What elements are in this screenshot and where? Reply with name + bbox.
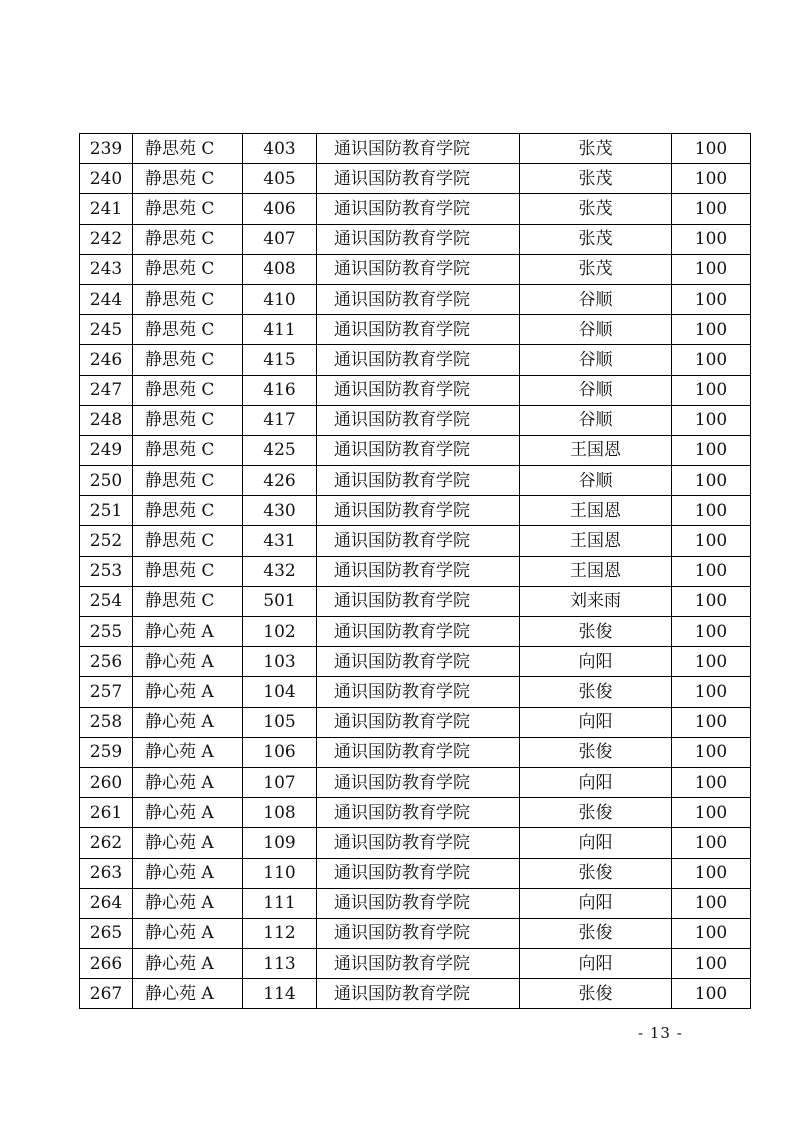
building-cell: 静心苑 A <box>133 798 243 828</box>
building-cell: 静心苑 A <box>133 828 243 858</box>
room-cell: 113 <box>243 949 317 979</box>
college-cell: 通识国防教育学院 <box>317 375 520 405</box>
table-row <box>80 284 751 314</box>
table-row <box>80 617 751 647</box>
building-cell: 静思苑 C <box>133 375 243 405</box>
college-cell: 通识国防教育学院 <box>317 828 520 858</box>
table-row <box>80 707 751 737</box>
table-row <box>80 375 751 405</box>
inspector-cell: 张茂 <box>520 254 672 284</box>
dormitory-score-table <box>79 133 751 1009</box>
college-cell: 通识国防教育学院 <box>317 858 520 888</box>
table-row <box>80 224 751 254</box>
inspector-cell: 谷顺 <box>520 405 672 435</box>
room-cell: 105 <box>243 707 317 737</box>
building-cell: 静心苑 A <box>133 707 243 737</box>
college-cell: 通识国防教育学院 <box>317 949 520 979</box>
room-cell: 425 <box>243 435 317 465</box>
table-row <box>80 556 751 586</box>
room-cell: 102 <box>243 617 317 647</box>
building-cell: 静心苑 A <box>133 949 243 979</box>
table-row <box>80 677 751 707</box>
score-cell: 100 <box>672 737 751 767</box>
college-cell: 通识国防教育学院 <box>317 405 520 435</box>
building-cell: 静心苑 A <box>133 647 243 677</box>
room-cell: 110 <box>243 858 317 888</box>
building-cell: 静思苑 C <box>133 284 243 314</box>
row-number-cell: 240 <box>80 164 133 194</box>
table-row <box>80 767 751 797</box>
inspector-cell: 张俊 <box>520 798 672 828</box>
inspector-cell: 王国恩 <box>520 435 672 465</box>
page-number: - 13 - <box>638 1024 683 1042</box>
college-cell: 通识国防教育学院 <box>317 345 520 375</box>
building-cell: 静心苑 A <box>133 858 243 888</box>
inspector-cell: 向阳 <box>520 767 672 797</box>
row-number-cell: 267 <box>80 979 133 1009</box>
table-row <box>80 315 751 345</box>
building-cell: 静心苑 A <box>133 888 243 918</box>
score-cell: 100 <box>672 556 751 586</box>
inspector-cell: 向阳 <box>520 707 672 737</box>
row-number-cell: 253 <box>80 556 133 586</box>
inspector-cell: 向阳 <box>520 949 672 979</box>
room-cell: 430 <box>243 496 317 526</box>
building-cell: 静思苑 C <box>133 405 243 435</box>
building-cell: 静心苑 A <box>133 979 243 1009</box>
score-cell: 100 <box>672 647 751 677</box>
building-cell: 静思苑 C <box>133 496 243 526</box>
table-row <box>80 405 751 435</box>
score-cell: 100 <box>672 164 751 194</box>
row-number-cell: 260 <box>80 767 133 797</box>
college-cell: 通识国防教育学院 <box>317 435 520 465</box>
inspector-cell: 张俊 <box>520 858 672 888</box>
score-cell: 100 <box>672 949 751 979</box>
table-body <box>80 134 751 1009</box>
row-number-cell: 248 <box>80 405 133 435</box>
score-cell: 100 <box>672 617 751 647</box>
inspector-cell: 谷顺 <box>520 466 672 496</box>
row-number-cell: 246 <box>80 345 133 375</box>
inspector-cell: 王国恩 <box>520 556 672 586</box>
table-row <box>80 586 751 616</box>
building-cell: 静思苑 C <box>133 254 243 284</box>
inspector-cell: 王国恩 <box>520 526 672 556</box>
building-cell: 静思苑 C <box>133 164 243 194</box>
inspector-cell: 刘来雨 <box>520 586 672 616</box>
row-number-cell: 256 <box>80 647 133 677</box>
score-cell: 100 <box>672 315 751 345</box>
inspector-cell: 张茂 <box>520 224 672 254</box>
inspector-cell: 张茂 <box>520 164 672 194</box>
college-cell: 通识国防教育学院 <box>317 466 520 496</box>
row-number-cell: 259 <box>80 737 133 767</box>
score-cell: 100 <box>672 677 751 707</box>
row-number-cell: 266 <box>80 949 133 979</box>
room-cell: 107 <box>243 767 317 797</box>
score-cell: 100 <box>672 918 751 948</box>
row-number-cell: 245 <box>80 315 133 345</box>
college-cell: 通识国防教育学院 <box>317 677 520 707</box>
building-cell: 静思苑 C <box>133 435 243 465</box>
table-row <box>80 798 751 828</box>
table-row <box>80 526 751 556</box>
row-number-cell: 258 <box>80 707 133 737</box>
building-cell: 静心苑 A <box>133 767 243 797</box>
college-cell: 通识国防教育学院 <box>317 254 520 284</box>
inspector-cell: 谷顺 <box>520 315 672 345</box>
college-cell: 通识国防教育学院 <box>317 617 520 647</box>
score-cell: 100 <box>672 194 751 224</box>
row-number-cell: 263 <box>80 858 133 888</box>
table-row <box>80 858 751 888</box>
table-row <box>80 134 751 164</box>
building-cell: 静思苑 C <box>133 586 243 616</box>
inspector-cell: 谷顺 <box>520 345 672 375</box>
score-cell: 100 <box>672 405 751 435</box>
building-cell: 静思苑 C <box>133 556 243 586</box>
college-cell: 通识国防教育学院 <box>317 284 520 314</box>
row-number-cell: 247 <box>80 375 133 405</box>
room-cell: 426 <box>243 466 317 496</box>
room-cell: 407 <box>243 224 317 254</box>
inspector-cell: 张俊 <box>520 737 672 767</box>
table-row <box>80 979 751 1009</box>
building-cell: 静心苑 A <box>133 617 243 647</box>
college-cell: 通识国防教育学院 <box>317 737 520 767</box>
row-number-cell: 265 <box>80 918 133 948</box>
score-cell: 100 <box>672 767 751 797</box>
building-cell: 静思苑 C <box>133 194 243 224</box>
table-row <box>80 949 751 979</box>
row-number-cell: 250 <box>80 466 133 496</box>
score-cell: 100 <box>672 345 751 375</box>
row-number-cell: 257 <box>80 677 133 707</box>
row-number-cell: 241 <box>80 194 133 224</box>
inspector-cell: 张茂 <box>520 194 672 224</box>
room-cell: 432 <box>243 556 317 586</box>
table-row <box>80 254 751 284</box>
score-cell: 100 <box>672 254 751 284</box>
college-cell: 通识国防教育学院 <box>317 526 520 556</box>
score-cell: 100 <box>672 435 751 465</box>
room-cell: 106 <box>243 737 317 767</box>
score-cell: 100 <box>672 496 751 526</box>
table-row <box>80 647 751 677</box>
building-cell: 静心苑 A <box>133 677 243 707</box>
score-cell: 100 <box>672 586 751 616</box>
room-cell: 410 <box>243 284 317 314</box>
room-cell: 112 <box>243 918 317 948</box>
inspector-cell: 王国恩 <box>520 496 672 526</box>
row-number-cell: 254 <box>80 586 133 616</box>
college-cell: 通识国防教育学院 <box>317 164 520 194</box>
inspector-cell: 张俊 <box>520 617 672 647</box>
score-cell: 100 <box>672 466 751 496</box>
row-number-cell: 252 <box>80 526 133 556</box>
college-cell: 通识国防教育学院 <box>317 918 520 948</box>
room-cell: 417 <box>243 405 317 435</box>
college-cell: 通识国防教育学院 <box>317 979 520 1009</box>
room-cell: 406 <box>243 194 317 224</box>
row-number-cell: 242 <box>80 224 133 254</box>
table-row <box>80 435 751 465</box>
college-cell: 通识国防教育学院 <box>317 556 520 586</box>
score-cell: 100 <box>672 526 751 556</box>
room-cell: 104 <box>243 677 317 707</box>
inspector-cell: 向阳 <box>520 888 672 918</box>
building-cell: 静心苑 A <box>133 918 243 948</box>
table-row <box>80 466 751 496</box>
row-number-cell: 244 <box>80 284 133 314</box>
room-cell: 109 <box>243 828 317 858</box>
college-cell: 通识国防教育学院 <box>317 647 520 677</box>
college-cell: 通识国防教育学院 <box>317 888 520 918</box>
room-cell: 103 <box>243 647 317 677</box>
building-cell: 静思苑 C <box>133 526 243 556</box>
room-cell: 111 <box>243 888 317 918</box>
room-cell: 403 <box>243 134 317 164</box>
room-cell: 415 <box>243 345 317 375</box>
table-row <box>80 194 751 224</box>
inspector-cell: 张茂 <box>520 134 672 164</box>
college-cell: 通识国防教育学院 <box>317 134 520 164</box>
room-cell: 411 <box>243 315 317 345</box>
score-cell: 100 <box>672 375 751 405</box>
college-cell: 通识国防教育学院 <box>317 496 520 526</box>
inspector-cell: 谷顺 <box>520 284 672 314</box>
row-number-cell: 249 <box>80 435 133 465</box>
row-number-cell: 243 <box>80 254 133 284</box>
table-row <box>80 496 751 526</box>
room-cell: 416 <box>243 375 317 405</box>
college-cell: 通识国防教育学院 <box>317 194 520 224</box>
college-cell: 通识国防教育学院 <box>317 586 520 616</box>
score-cell: 100 <box>672 828 751 858</box>
table-row <box>80 918 751 948</box>
score-cell: 100 <box>672 707 751 737</box>
room-cell: 501 <box>243 586 317 616</box>
row-number-cell: 261 <box>80 798 133 828</box>
room-cell: 405 <box>243 164 317 194</box>
room-cell: 114 <box>243 979 317 1009</box>
room-cell: 408 <box>243 254 317 284</box>
building-cell: 静思苑 C <box>133 134 243 164</box>
building-cell: 静思苑 C <box>133 466 243 496</box>
row-number-cell: 262 <box>80 828 133 858</box>
table-row <box>80 345 751 375</box>
score-cell: 100 <box>672 134 751 164</box>
table-row <box>80 737 751 767</box>
score-cell: 100 <box>672 858 751 888</box>
building-cell: 静思苑 C <box>133 224 243 254</box>
inspector-cell: 向阳 <box>520 647 672 677</box>
building-cell: 静心苑 A <box>133 737 243 767</box>
row-number-cell: 264 <box>80 888 133 918</box>
score-cell: 100 <box>672 224 751 254</box>
score-cell: 100 <box>672 979 751 1009</box>
score-cell: 100 <box>672 284 751 314</box>
row-number-cell: 255 <box>80 617 133 647</box>
row-number-cell: 251 <box>80 496 133 526</box>
room-cell: 108 <box>243 798 317 828</box>
college-cell: 通识国防教育学院 <box>317 798 520 828</box>
score-cell: 100 <box>672 888 751 918</box>
room-cell: 431 <box>243 526 317 556</box>
building-cell: 静思苑 C <box>133 345 243 375</box>
college-cell: 通识国防教育学院 <box>317 224 520 254</box>
table-row <box>80 164 751 194</box>
college-cell: 通识国防教育学院 <box>317 767 520 797</box>
inspector-cell: 张俊 <box>520 918 672 948</box>
inspector-cell: 张俊 <box>520 677 672 707</box>
building-cell: 静思苑 C <box>133 315 243 345</box>
table-row <box>80 828 751 858</box>
inspector-cell: 谷顺 <box>520 375 672 405</box>
inspector-cell: 张俊 <box>520 979 672 1009</box>
score-cell: 100 <box>672 798 751 828</box>
college-cell: 通识国防教育学院 <box>317 315 520 345</box>
college-cell: 通识国防教育学院 <box>317 707 520 737</box>
row-number-cell: 239 <box>80 134 133 164</box>
table-row <box>80 888 751 918</box>
inspector-cell: 向阳 <box>520 828 672 858</box>
